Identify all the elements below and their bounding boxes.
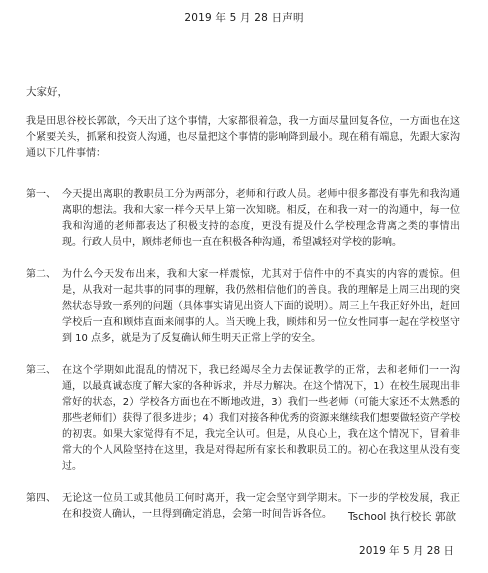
greeting: 大家好，	[26, 86, 68, 98]
document-title: 2019 年 5 月 28 日声明	[184, 12, 304, 24]
item-text: 无论这一位员工或其他员工何时离开，我一定会坚守到学期末。下一步的学校发展，我正在和投资人确认，一旦得到确定消息，会第一时间告诉各位。	[62, 493, 460, 520]
item-label: 第四、	[26, 493, 56, 504]
numbered-items	[26, 187, 460, 539]
item-first	[26, 187, 460, 251]
item-label: 第二、	[26, 269, 56, 280]
signature-date: 2019 年 5 月 28 日	[359, 545, 454, 557]
item-third	[26, 363, 460, 475]
item-text: 为什么今天发布出来，我和大家一样震惊，尤其对于信件中的不真实的内容的震惊。但是，从我对一起共事的同事的理解，我仍然相信他们的善良。我的理解是上周三出现的突然状态导致一系列的问题（具体事实请见出资人下面的说明）。周三上午我正好外出，赶回学校后一直和顾炜直面来闹事的人。当天晚上我，顾炜和另一位女性同事一起在学校坚守到 10 点多，就是为了反复确认师生明天正常上学的安全。	[62, 269, 460, 344]
item-label: 第一、	[26, 189, 56, 200]
item-second	[26, 267, 460, 347]
intro-paragraph: 我是田思谷校长郭歆，今天出了这个事情，大家都很着急，我一方面尽量回复各位，一方面也在这个紧要关头，抓紧和投资人沟通，也尽量把这个事情的影响降到最小。现在稍有端息，先跟大家沟通以下几件事情：	[26, 116, 460, 159]
item-text: 今天提出离职的教职员工分为两部分，老师和行政人员。老师中很多都没有事先和我沟通离职的想法。我和大家一样今天早上第一次知晓。相反，在和我一对一的沟通中，每一位我和沟通的老师都表达了积极支持的态度，更没有提及什么学校理念背离之类的事情出现。行政人员中，顾炜老师也一直在积极各种沟通，希望减轻对学校的影响。	[62, 189, 460, 248]
signature: Tschool 执行校长 郭歆	[347, 511, 456, 523]
item-label: 第三、	[26, 365, 56, 376]
item-text: 在这个学期如此混乱的情况下，我已经竭尽全力去保证教学的正常，去和老师们一一沟通，以最真诚态度了解大家的各种诉求，并尽力解决。在这个情况下，1）在校生展现出非常好的状态，2）学校各方面也在不断地改进，3）我们一些老师（可能大家还不太熟悉的那些老师们）获得了很多进步；4）我们对接各种优秀的资源来继续我们想要做轻资产学校的初衷。如果大家觉得有不足，我完全认可。但是，从良心上，我在这个情况下，冒着非常大的个人风险坚持在这里，我是对得起所有家长和教职员工的。初心在我这里从没有变过。	[62, 365, 460, 472]
